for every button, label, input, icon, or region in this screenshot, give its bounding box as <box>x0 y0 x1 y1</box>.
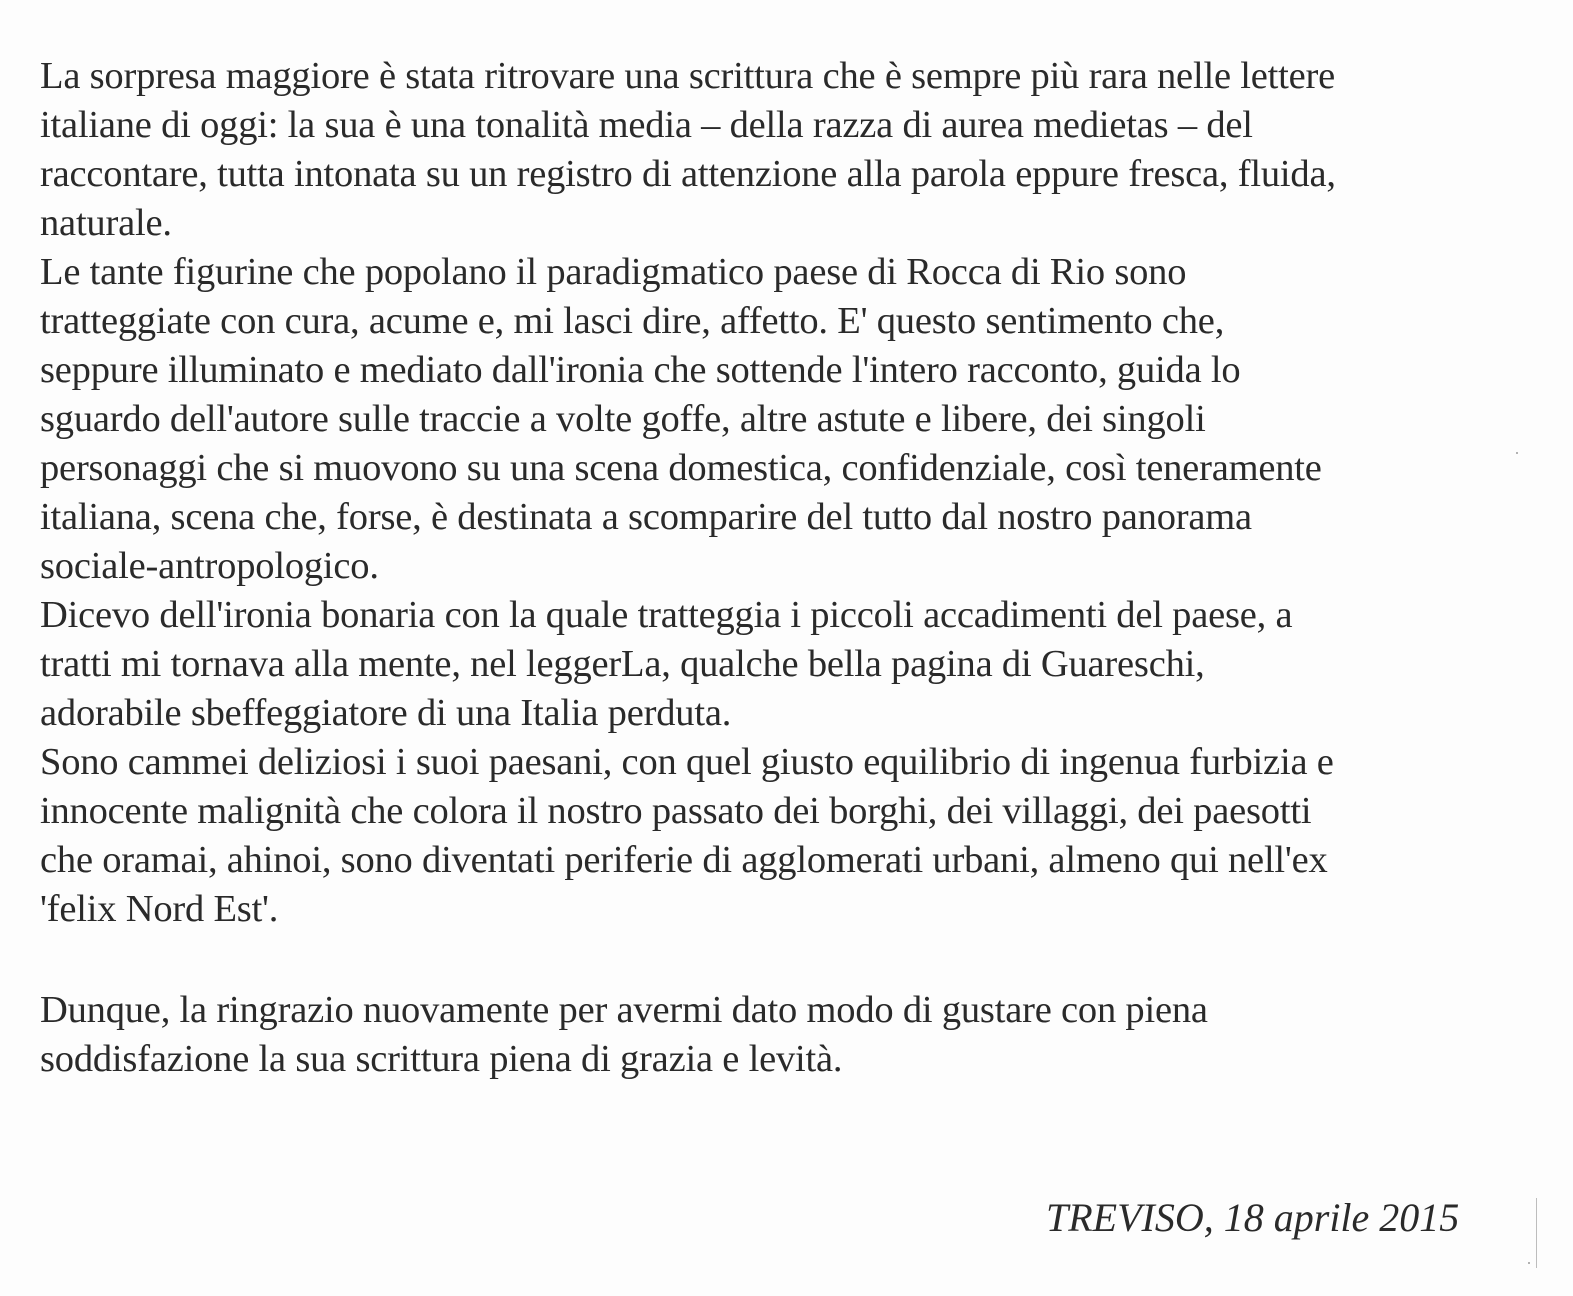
text-line: 'felix Nord Est'. <box>40 888 279 930</box>
text-line: tratti mi tornava alla mente, nel leggerLa, qualche bella pagina di Guareschi, <box>40 643 1205 685</box>
text-line: seppure illuminato e mediato dall'ironia che sottende l'intero racconto, guida lo <box>40 349 1241 391</box>
text-line: innocente malignità che colora il nostro passato dei borghi, dei villaggi, dei paesotti <box>40 790 1312 832</box>
text-line: Le tante figurine che popolano il paradigmatico paese di Rocca di Rio sono <box>40 251 1187 293</box>
place-and-date: TREVISO, 18 aprile 2015 <box>1046 1195 1460 1240</box>
text-line: Dicevo dell'ironia bonaria con la quale tratteggia i piccoli accadimenti del paese, a <box>40 594 1293 636</box>
closing-paragraph <box>40 986 1540 1084</box>
text-line: Dunque, la ringrazio nuovamente per avermi dato modo di gustare con piena <box>40 989 1208 1031</box>
paragraph-3 <box>40 591 1540 738</box>
text-line: Sono cammei deliziosi i suoi paesani, con quel giusto equilibrio di ingenua furbizia e <box>40 741 1334 783</box>
text-line: personaggi che si muovono su una scena domestica, confidenziale, così teneramente <box>40 447 1322 489</box>
text-line: italiane di oggi: la sua è una tonalità media – della razza di aurea medietas – del <box>40 104 1253 146</box>
text-line: adorabile sbeffeggiatore di una Italia perduta. <box>40 692 732 734</box>
text-line: soddisfazione la sua scrittura piena di grazia e levità. <box>40 1038 843 1080</box>
letter-body <box>40 52 1540 934</box>
text-line: italiana, scena che, forse, è destinata a scomparire del tutto dal nostro panorama <box>40 496 1252 538</box>
paragraph-2 <box>40 248 1540 591</box>
scan-edge-line <box>1536 1198 1537 1268</box>
scan-speck <box>1516 452 1518 454</box>
text-line: raccontare, tutta intonata su un registro di attenzione alla parola eppure fresca, fluida, <box>40 153 1336 195</box>
text-line: che oramai, ahinoi, sono diventati periferie di agglomerati urbani, almeno qui nell'ex <box>40 839 1328 881</box>
text-line: La sorpresa maggiore è stata ritrovare una scrittura che è sempre più rara nelle lettere <box>40 55 1336 97</box>
text-line: naturale. <box>40 202 172 244</box>
text-line: tratteggiate con cura, acume e, mi lasci dire, affetto. E' questo sentimento che, <box>40 300 1225 342</box>
text-line: sguardo dell'autore sulle traccie a volte goffe, altre astute e libere, dei singoli <box>40 398 1206 440</box>
paragraph-4 <box>40 738 1540 934</box>
scan-speck <box>1528 1262 1530 1264</box>
paragraph-1 <box>40 52 1540 248</box>
text-line: sociale-antropologico. <box>40 545 379 587</box>
